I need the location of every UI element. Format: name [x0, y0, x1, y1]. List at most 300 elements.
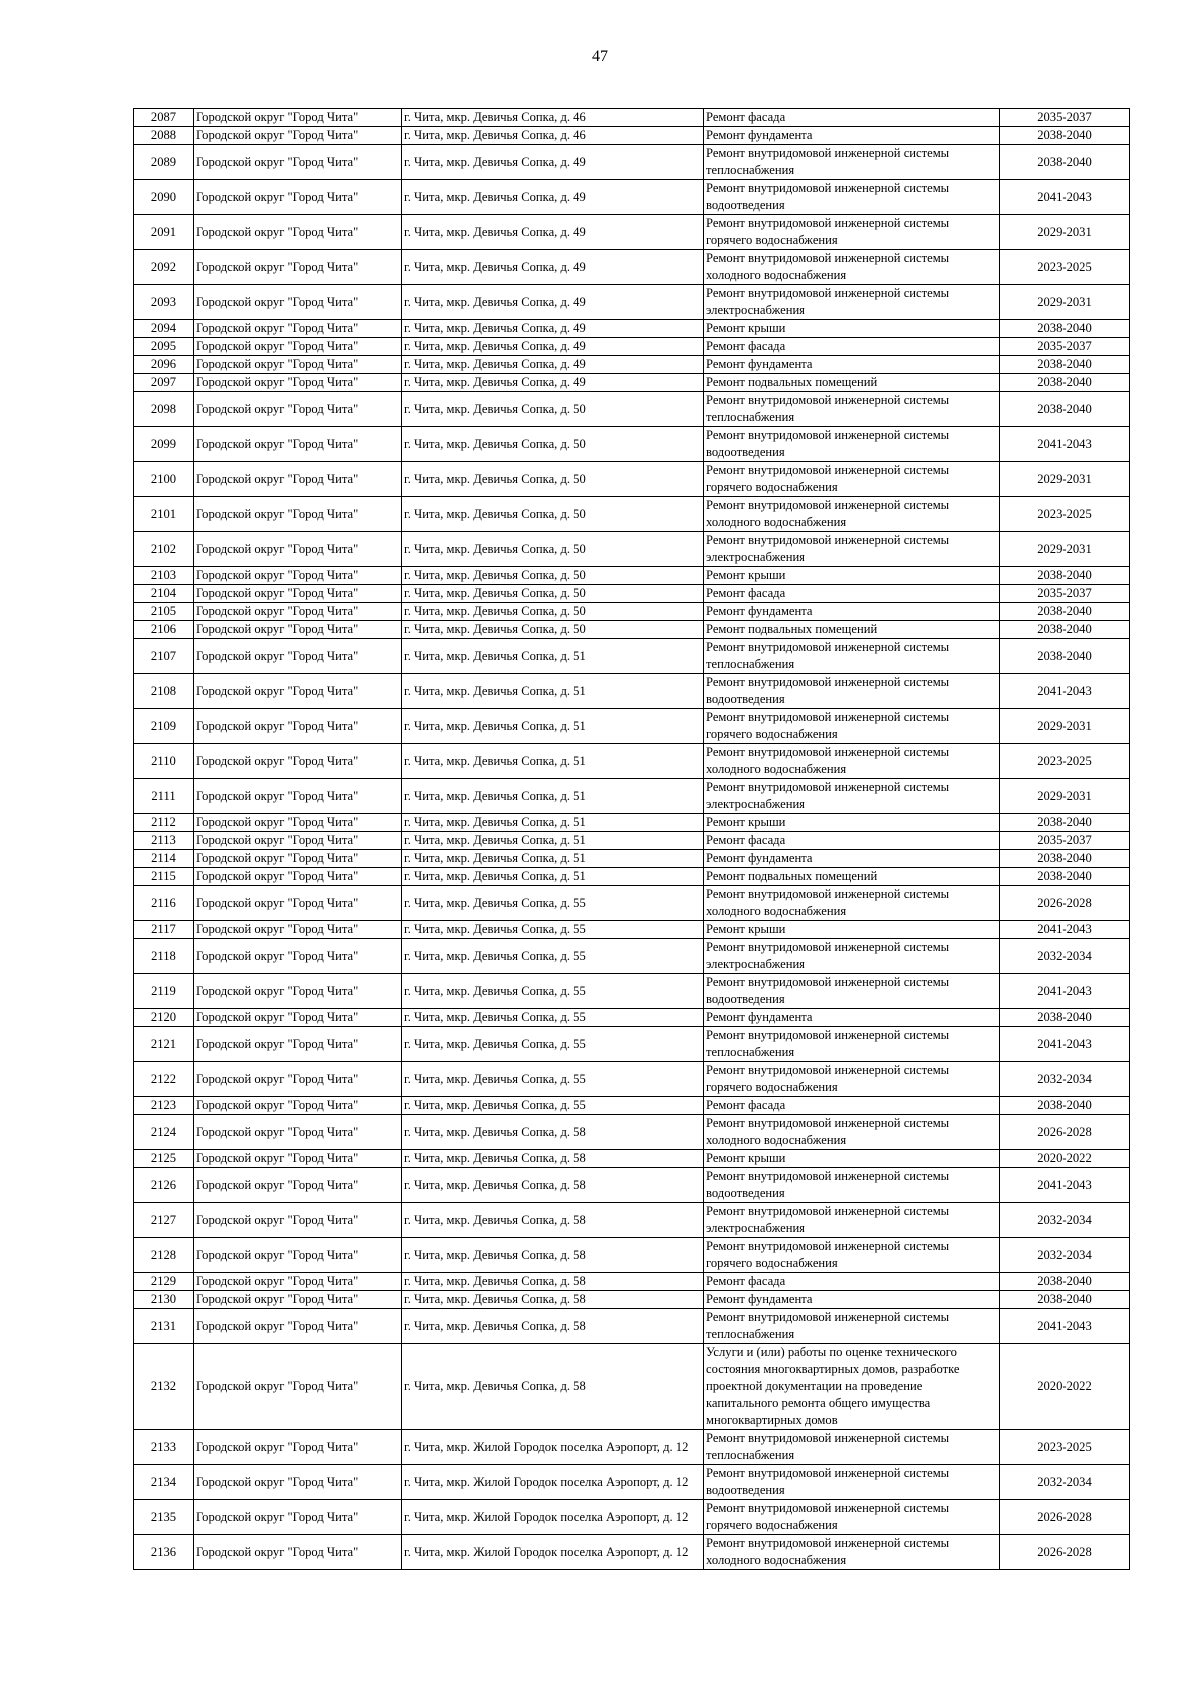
work-type-cell: Ремонт фасада	[704, 585, 1000, 603]
period-cell: 2026-2028	[1000, 1115, 1130, 1150]
period-cell: 2032-2034	[1000, 939, 1130, 974]
address-cell: г. Чита, мкр. Девичья Сопка, д. 58	[402, 1344, 704, 1430]
municipality-cell: Городской округ "Город Чита"	[194, 709, 402, 744]
work-type-cell: Ремонт внутридомовой инженерной системы теплоснабжения	[704, 1027, 1000, 1062]
address-cell: г. Чита, мкр. Девичья Сопка, д. 49	[402, 145, 704, 180]
period-cell: 2038-2040	[1000, 814, 1130, 832]
work-type-cell: Ремонт фундамента	[704, 1291, 1000, 1309]
row-number-cell: 2134	[134, 1465, 194, 1500]
work-type-cell: Ремонт внутридомовой инженерной системы холодного водоснабжения	[704, 497, 1000, 532]
row-number-cell: 2117	[134, 921, 194, 939]
row-number-cell: 2103	[134, 567, 194, 585]
address-cell: г. Чита, мкр. Девичья Сопка, д. 58	[402, 1168, 704, 1203]
row-number-cell: 2114	[134, 850, 194, 868]
row-number-cell: 2097	[134, 374, 194, 392]
table-row	[134, 639, 1130, 674]
address-cell: г. Чита, мкр. Девичья Сопка, д. 49	[402, 338, 704, 356]
work-type-cell: Ремонт крыши	[704, 1150, 1000, 1168]
period-cell: 2035-2037	[1000, 338, 1130, 356]
table-row	[134, 250, 1130, 285]
table-row	[134, 1238, 1130, 1273]
period-cell: 2026-2028	[1000, 1535, 1130, 1570]
municipality-cell: Городской округ "Город Чита"	[194, 320, 402, 338]
municipality-cell: Городской округ "Город Чита"	[194, 814, 402, 832]
period-cell: 2041-2043	[1000, 180, 1130, 215]
table-row	[134, 532, 1130, 567]
municipality-cell: Городской округ "Город Чита"	[194, 1430, 402, 1465]
period-cell: 2041-2043	[1000, 974, 1130, 1009]
row-number-cell: 2113	[134, 832, 194, 850]
work-type-cell: Ремонт внутридомовой инженерной системы горячего водоснабжения	[704, 1238, 1000, 1273]
row-number-cell: 2119	[134, 974, 194, 1009]
municipality-cell: Городской округ "Город Чита"	[194, 886, 402, 921]
table-row	[134, 109, 1130, 127]
municipality-cell: Городской округ "Город Чита"	[194, 1062, 402, 1097]
table-row	[134, 392, 1130, 427]
repair-schedule-table	[133, 108, 1130, 1570]
municipality-cell: Городской округ "Город Чита"	[194, 939, 402, 974]
row-number-cell: 2112	[134, 814, 194, 832]
work-type-cell: Ремонт подвальных помещений	[704, 868, 1000, 886]
address-cell: г. Чита, мкр. Девичья Сопка, д. 51	[402, 674, 704, 709]
page-number: 47	[592, 48, 608, 65]
municipality-cell: Городской округ "Город Чита"	[194, 1291, 402, 1309]
table-row	[134, 1309, 1130, 1344]
address-cell: г. Чита, мкр. Девичья Сопка, д. 51	[402, 744, 704, 779]
municipality-cell: Городской округ "Город Чита"	[194, 338, 402, 356]
row-number-cell: 2115	[134, 868, 194, 886]
period-cell: 2035-2037	[1000, 109, 1130, 127]
municipality-cell: Городской округ "Город Чита"	[194, 427, 402, 462]
work-type-cell: Ремонт фасада	[704, 832, 1000, 850]
municipality-cell: Городской округ "Город Чита"	[194, 621, 402, 639]
table-row	[134, 939, 1130, 974]
address-cell: г. Чита, мкр. Девичья Сопка, д. 55	[402, 886, 704, 921]
row-number-cell: 2135	[134, 1500, 194, 1535]
period-cell: 2026-2028	[1000, 1500, 1130, 1535]
row-number-cell: 2090	[134, 180, 194, 215]
work-type-cell: Ремонт внутридомовой инженерной системы холодного водоснабжения	[704, 744, 1000, 779]
table-row	[134, 1273, 1130, 1291]
address-cell: г. Чита, мкр. Девичья Сопка, д. 51	[402, 850, 704, 868]
address-cell: г. Чита, мкр. Жилой Городок поселка Аэропорт, д. 12	[402, 1500, 704, 1535]
row-number-cell: 2121	[134, 1027, 194, 1062]
municipality-cell: Городской округ "Город Чита"	[194, 127, 402, 145]
work-type-cell: Ремонт внутридомовой инженерной системы холодного водоснабжения	[704, 1115, 1000, 1150]
address-cell: г. Чита, мкр. Девичья Сопка, д. 50	[402, 585, 704, 603]
row-number-cell: 2095	[134, 338, 194, 356]
address-cell: г. Чита, мкр. Девичья Сопка, д. 55	[402, 939, 704, 974]
period-cell: 2041-2043	[1000, 1309, 1130, 1344]
period-cell: 2020-2022	[1000, 1344, 1130, 1430]
row-number-cell: 2106	[134, 621, 194, 639]
table-row	[134, 1150, 1130, 1168]
period-cell: 2038-2040	[1000, 374, 1130, 392]
address-cell: г. Чита, мкр. Девичья Сопка, д. 51	[402, 779, 704, 814]
row-number-cell: 2096	[134, 356, 194, 374]
table-body	[134, 109, 1130, 1570]
table-row	[134, 1097, 1130, 1115]
address-cell: г. Чита, мкр. Девичья Сопка, д. 49	[402, 356, 704, 374]
row-number-cell: 2108	[134, 674, 194, 709]
table-row	[134, 709, 1130, 744]
address-cell: г. Чита, мкр. Девичья Сопка, д. 49	[402, 374, 704, 392]
row-number-cell: 2099	[134, 427, 194, 462]
work-type-cell: Ремонт внутридомовой инженерной системы горячего водоснабжения	[704, 1062, 1000, 1097]
table-row	[134, 779, 1130, 814]
work-type-cell: Ремонт внутридомовой инженерной системы электроснабжения	[704, 532, 1000, 567]
table-row	[134, 1535, 1130, 1570]
table-row	[134, 1115, 1130, 1150]
work-type-cell: Ремонт внутридомовой инженерной системы теплоснабжения	[704, 639, 1000, 674]
work-type-cell: Ремонт внутридомовой инженерной системы теплоснабжения	[704, 392, 1000, 427]
work-type-cell: Ремонт внутридомовой инженерной системы горячего водоснабжения	[704, 462, 1000, 497]
address-cell: г. Чита, мкр. Девичья Сопка, д. 51	[402, 709, 704, 744]
row-number-cell: 2105	[134, 603, 194, 621]
address-cell: г. Чита, мкр. Девичья Сопка, д. 51	[402, 868, 704, 886]
address-cell: г. Чита, мкр. Девичья Сопка, д. 46	[402, 127, 704, 145]
period-cell: 2023-2025	[1000, 1430, 1130, 1465]
municipality-cell: Городской округ "Город Чита"	[194, 1097, 402, 1115]
address-cell: г. Чита, мкр. Девичья Сопка, д. 55	[402, 1097, 704, 1115]
municipality-cell: Городской округ "Город Чита"	[194, 1150, 402, 1168]
table-row	[134, 1465, 1130, 1500]
work-type-cell: Ремонт внутридомовой инженерной системы теплоснабжения	[704, 1309, 1000, 1344]
table-row	[134, 674, 1130, 709]
address-cell: г. Чита, мкр. Девичья Сопка, д. 58	[402, 1150, 704, 1168]
municipality-cell: Городской округ "Город Чита"	[194, 1344, 402, 1430]
table-row	[134, 567, 1130, 585]
period-cell: 2029-2031	[1000, 285, 1130, 320]
table-row	[134, 886, 1130, 921]
municipality-cell: Городской округ "Город Чита"	[194, 585, 402, 603]
row-number-cell: 2107	[134, 639, 194, 674]
work-type-cell: Ремонт фундамента	[704, 1009, 1000, 1027]
work-type-cell: Ремонт внутридомовой инженерной системы горячего водоснабжения	[704, 709, 1000, 744]
work-type-cell: Ремонт крыши	[704, 814, 1000, 832]
table-row	[134, 127, 1130, 145]
municipality-cell: Городской округ "Город Чита"	[194, 850, 402, 868]
period-cell: 2038-2040	[1000, 392, 1130, 427]
table-row	[134, 1430, 1130, 1465]
period-cell: 2038-2040	[1000, 145, 1130, 180]
work-type-cell: Ремонт внутридомовой инженерной системы водоотведения	[704, 1465, 1000, 1500]
address-cell: г. Чита, мкр. Девичья Сопка, д. 51	[402, 639, 704, 674]
row-number-cell: 2094	[134, 320, 194, 338]
address-cell: г. Чита, мкр. Девичья Сопка, д. 58	[402, 1291, 704, 1309]
period-cell: 2038-2040	[1000, 1291, 1130, 1309]
work-type-cell: Ремонт внутридомовой инженерной системы теплоснабжения	[704, 1430, 1000, 1465]
period-cell: 2038-2040	[1000, 1097, 1130, 1115]
work-type-cell: Ремонт внутридомовой инженерной системы электроснабжения	[704, 285, 1000, 320]
address-cell: г. Чита, мкр. Девичья Сопка, д. 58	[402, 1273, 704, 1291]
row-number-cell: 2130	[134, 1291, 194, 1309]
period-cell: 2041-2043	[1000, 674, 1130, 709]
municipality-cell: Городской округ "Город Чита"	[194, 392, 402, 427]
work-type-cell: Ремонт подвальных помещений	[704, 374, 1000, 392]
work-type-cell: Ремонт фундамента	[704, 603, 1000, 621]
table-row	[134, 145, 1130, 180]
address-cell: г. Чита, мкр. Девичья Сопка, д. 49	[402, 180, 704, 215]
period-cell: 2038-2040	[1000, 850, 1130, 868]
municipality-cell: Городской округ "Город Чита"	[194, 1238, 402, 1273]
work-type-cell: Ремонт фасада	[704, 1097, 1000, 1115]
work-type-cell: Ремонт внутридомовой инженерной системы горячего водоснабжения	[704, 215, 1000, 250]
period-cell: 2038-2040	[1000, 1009, 1130, 1027]
period-cell: 2020-2022	[1000, 1150, 1130, 1168]
period-cell: 2032-2034	[1000, 1062, 1130, 1097]
row-number-cell: 2129	[134, 1273, 194, 1291]
address-cell: г. Чита, мкр. Девичья Сопка, д. 50	[402, 427, 704, 462]
address-cell: г. Чита, мкр. Девичья Сопка, д. 50	[402, 567, 704, 585]
work-type-cell: Ремонт фундамента	[704, 356, 1000, 374]
address-cell: г. Чита, мкр. Девичья Сопка, д. 50	[402, 603, 704, 621]
table-row	[134, 1344, 1130, 1430]
period-cell: 2023-2025	[1000, 744, 1130, 779]
municipality-cell: Городской округ "Город Чита"	[194, 356, 402, 374]
address-cell: г. Чита, мкр. Девичья Сопка, д. 46	[402, 109, 704, 127]
table-row	[134, 1027, 1130, 1062]
address-cell: г. Чита, мкр. Девичья Сопка, д. 50	[402, 462, 704, 497]
period-cell: 2035-2037	[1000, 832, 1130, 850]
address-cell: г. Чита, мкр. Девичья Сопка, д. 58	[402, 1115, 704, 1150]
municipality-cell: Городской округ "Город Чита"	[194, 567, 402, 585]
row-number-cell: 2118	[134, 939, 194, 974]
row-number-cell: 2125	[134, 1150, 194, 1168]
work-type-cell: Ремонт внутридомовой инженерной системы теплоснабжения	[704, 145, 1000, 180]
row-number-cell: 2109	[134, 709, 194, 744]
row-number-cell: 2116	[134, 886, 194, 921]
period-cell: 2029-2031	[1000, 779, 1130, 814]
period-cell: 2032-2034	[1000, 1238, 1130, 1273]
table-row	[134, 1291, 1130, 1309]
work-type-cell: Ремонт подвальных помещений	[704, 621, 1000, 639]
address-cell: г. Чита, мкр. Жилой Городок поселка Аэропорт, д. 12	[402, 1465, 704, 1500]
municipality-cell: Городской округ "Город Чита"	[194, 832, 402, 850]
row-number-cell: 2093	[134, 285, 194, 320]
period-cell: 2029-2031	[1000, 215, 1130, 250]
period-cell: 2029-2031	[1000, 532, 1130, 567]
municipality-cell: Городской округ "Город Чита"	[194, 1535, 402, 1570]
address-cell: г. Чита, мкр. Девичья Сопка, д. 51	[402, 832, 704, 850]
row-number-cell: 2098	[134, 392, 194, 427]
address-cell: г. Чита, мкр. Девичья Сопка, д. 58	[402, 1203, 704, 1238]
municipality-cell: Городской округ "Город Чита"	[194, 779, 402, 814]
work-type-cell: Ремонт внутридомовой инженерной системы холодного водоснабжения	[704, 886, 1000, 921]
period-cell: 2038-2040	[1000, 356, 1130, 374]
table-row	[134, 921, 1130, 939]
address-cell: г. Чита, мкр. Девичья Сопка, д. 58	[402, 1309, 704, 1344]
table-row	[134, 621, 1130, 639]
municipality-cell: Городской округ "Город Чита"	[194, 109, 402, 127]
address-cell: г. Чита, мкр. Жилой Городок поселка Аэропорт, д. 12	[402, 1430, 704, 1465]
municipality-cell: Городской округ "Город Чита"	[194, 1027, 402, 1062]
period-cell: 2029-2031	[1000, 709, 1130, 744]
table-row	[134, 585, 1130, 603]
table-row	[134, 603, 1130, 621]
municipality-cell: Городской округ "Город Чита"	[194, 215, 402, 250]
municipality-cell: Городской округ "Город Чита"	[194, 1465, 402, 1500]
address-cell: г. Чита, мкр. Девичья Сопка, д. 58	[402, 1238, 704, 1273]
row-number-cell: 2091	[134, 215, 194, 250]
municipality-cell: Городской округ "Город Чита"	[194, 1273, 402, 1291]
municipality-cell: Городской округ "Город Чита"	[194, 1009, 402, 1027]
table-row	[134, 320, 1130, 338]
address-cell: г. Чита, мкр. Девичья Сопка, д. 51	[402, 814, 704, 832]
row-number-cell: 2089	[134, 145, 194, 180]
work-type-cell: Ремонт фундамента	[704, 127, 1000, 145]
work-type-cell: Ремонт внутридомовой инженерной системы электроснабжения	[704, 1203, 1000, 1238]
municipality-cell: Городской округ "Город Чита"	[194, 868, 402, 886]
table-row	[134, 1203, 1130, 1238]
address-cell: г. Чита, мкр. Девичья Сопка, д. 50	[402, 392, 704, 427]
period-cell: 2041-2043	[1000, 1027, 1130, 1062]
row-number-cell: 2126	[134, 1168, 194, 1203]
municipality-cell: Городской округ "Город Чита"	[194, 603, 402, 621]
table-row	[134, 850, 1130, 868]
address-cell: г. Чита, мкр. Девичья Сопка, д. 50	[402, 497, 704, 532]
row-number-cell: 2120	[134, 1009, 194, 1027]
period-cell: 2029-2031	[1000, 462, 1130, 497]
municipality-cell: Городской округ "Город Чита"	[194, 639, 402, 674]
period-cell: 2023-2025	[1000, 250, 1130, 285]
row-number-cell: 2124	[134, 1115, 194, 1150]
row-number-cell: 2131	[134, 1309, 194, 1344]
work-type-cell: Ремонт внутридомовой инженерной системы водоотведения	[704, 1168, 1000, 1203]
row-number-cell: 2133	[134, 1430, 194, 1465]
row-number-cell: 2127	[134, 1203, 194, 1238]
table-row	[134, 180, 1130, 215]
municipality-cell: Городской округ "Город Чита"	[194, 285, 402, 320]
work-type-cell: Ремонт крыши	[704, 921, 1000, 939]
row-number-cell: 2128	[134, 1238, 194, 1273]
work-type-cell: Ремонт внутридомовой инженерной системы водоотведения	[704, 427, 1000, 462]
municipality-cell: Городской округ "Город Чита"	[194, 974, 402, 1009]
period-cell: 2038-2040	[1000, 320, 1130, 338]
table-row	[134, 1009, 1130, 1027]
table-row	[134, 374, 1130, 392]
row-number-cell: 2092	[134, 250, 194, 285]
row-number-cell: 2104	[134, 585, 194, 603]
period-cell: 2038-2040	[1000, 603, 1130, 621]
work-type-cell: Ремонт крыши	[704, 320, 1000, 338]
municipality-cell: Городской округ "Город Чита"	[194, 674, 402, 709]
row-number-cell: 2102	[134, 532, 194, 567]
municipality-cell: Городской округ "Город Чита"	[194, 1309, 402, 1344]
address-cell: г. Чита, мкр. Девичья Сопка, д. 49	[402, 320, 704, 338]
municipality-cell: Городской округ "Город Чита"	[194, 180, 402, 215]
period-cell: 2038-2040	[1000, 621, 1130, 639]
address-cell: г. Чита, мкр. Девичья Сопка, д. 49	[402, 215, 704, 250]
table-row	[134, 427, 1130, 462]
address-cell: г. Чита, мкр. Девичья Сопка, д. 50	[402, 621, 704, 639]
municipality-cell: Городской округ "Город Чита"	[194, 1203, 402, 1238]
period-cell: 2038-2040	[1000, 1273, 1130, 1291]
address-cell: г. Чита, мкр. Девичья Сопка, д. 55	[402, 974, 704, 1009]
period-cell: 2038-2040	[1000, 127, 1130, 145]
table-row	[134, 462, 1130, 497]
address-cell: г. Чита, мкр. Девичья Сопка, д. 55	[402, 921, 704, 939]
municipality-cell: Городской округ "Город Чита"	[194, 462, 402, 497]
address-cell: г. Чита, мкр. Жилой Городок поселка Аэропорт, д. 12	[402, 1535, 704, 1570]
address-cell: г. Чита, мкр. Девичья Сопка, д. 55	[402, 1027, 704, 1062]
period-cell: 2035-2037	[1000, 585, 1130, 603]
row-number-cell: 2111	[134, 779, 194, 814]
work-type-cell: Ремонт внутридомовой инженерной системы горячего водоснабжения	[704, 1500, 1000, 1535]
table-row	[134, 1168, 1130, 1203]
period-cell: 2038-2040	[1000, 868, 1130, 886]
work-type-cell: Ремонт внутридомовой инженерной системы водоотведения	[704, 674, 1000, 709]
address-cell: г. Чита, мкр. Девичья Сопка, д. 49	[402, 250, 704, 285]
work-type-cell: Ремонт внутридомовой инженерной системы водоотведения	[704, 180, 1000, 215]
work-type-cell: Ремонт внутридомовой инженерной системы холодного водоснабжения	[704, 1535, 1000, 1570]
row-number-cell: 2132	[134, 1344, 194, 1430]
work-type-cell: Ремонт фасада	[704, 338, 1000, 356]
work-type-cell: Ремонт внутридомовой инженерной системы водоотведения	[704, 974, 1000, 1009]
table-row	[134, 868, 1130, 886]
address-cell: г. Чита, мкр. Девичья Сопка, д. 55	[402, 1062, 704, 1097]
work-type-cell: Ремонт фасада	[704, 1273, 1000, 1291]
table-row	[134, 1500, 1130, 1535]
municipality-cell: Городской округ "Город Чита"	[194, 1500, 402, 1535]
period-cell: 2041-2043	[1000, 427, 1130, 462]
municipality-cell: Городской округ "Город Чита"	[194, 374, 402, 392]
row-number-cell: 2123	[134, 1097, 194, 1115]
address-cell: г. Чита, мкр. Девичья Сопка, д. 49	[402, 285, 704, 320]
row-number-cell: 2087	[134, 109, 194, 127]
period-cell: 2032-2034	[1000, 1203, 1130, 1238]
row-number-cell: 2101	[134, 497, 194, 532]
row-number-cell: 2136	[134, 1535, 194, 1570]
municipality-cell: Городской округ "Город Чита"	[194, 744, 402, 779]
address-cell: г. Чита, мкр. Девичья Сопка, д. 50	[402, 532, 704, 567]
table-row	[134, 744, 1130, 779]
table-row	[134, 356, 1130, 374]
municipality-cell: Городской округ "Город Чита"	[194, 532, 402, 567]
row-number-cell: 2088	[134, 127, 194, 145]
table-row	[134, 814, 1130, 832]
municipality-cell: Городской округ "Город Чита"	[194, 145, 402, 180]
work-type-cell: Ремонт внутридомовой инженерной системы электроснабжения	[704, 939, 1000, 974]
work-type-cell: Ремонт внутридомовой инженерной системы электроснабжения	[704, 779, 1000, 814]
period-cell: 2026-2028	[1000, 886, 1130, 921]
table-row	[134, 497, 1130, 532]
table-row	[134, 832, 1130, 850]
work-type-cell: Ремонт крыши	[704, 567, 1000, 585]
table-row	[134, 338, 1130, 356]
work-type-cell: Ремонт внутридомовой инженерной системы холодного водоснабжения	[704, 250, 1000, 285]
row-number-cell: 2122	[134, 1062, 194, 1097]
municipality-cell: Городской округ "Город Чита"	[194, 921, 402, 939]
address-cell: г. Чита, мкр. Девичья Сопка, д. 55	[402, 1009, 704, 1027]
row-number-cell: 2100	[134, 462, 194, 497]
period-cell: 2023-2025	[1000, 497, 1130, 532]
municipality-cell: Городской округ "Город Чита"	[194, 250, 402, 285]
municipality-cell: Городской округ "Город Чита"	[194, 1168, 402, 1203]
work-type-cell: Ремонт фасада	[704, 109, 1000, 127]
row-number-cell: 2110	[134, 744, 194, 779]
period-cell: 2041-2043	[1000, 1168, 1130, 1203]
table-row	[134, 1062, 1130, 1097]
period-cell: 2038-2040	[1000, 567, 1130, 585]
table-row	[134, 974, 1130, 1009]
period-cell: 2032-2034	[1000, 1465, 1130, 1500]
municipality-cell: Городской округ "Город Чита"	[194, 497, 402, 532]
work-type-cell: Ремонт фундамента	[704, 850, 1000, 868]
municipality-cell: Городской округ "Город Чита"	[194, 1115, 402, 1150]
period-cell: 2041-2043	[1000, 921, 1130, 939]
period-cell: 2038-2040	[1000, 639, 1130, 674]
